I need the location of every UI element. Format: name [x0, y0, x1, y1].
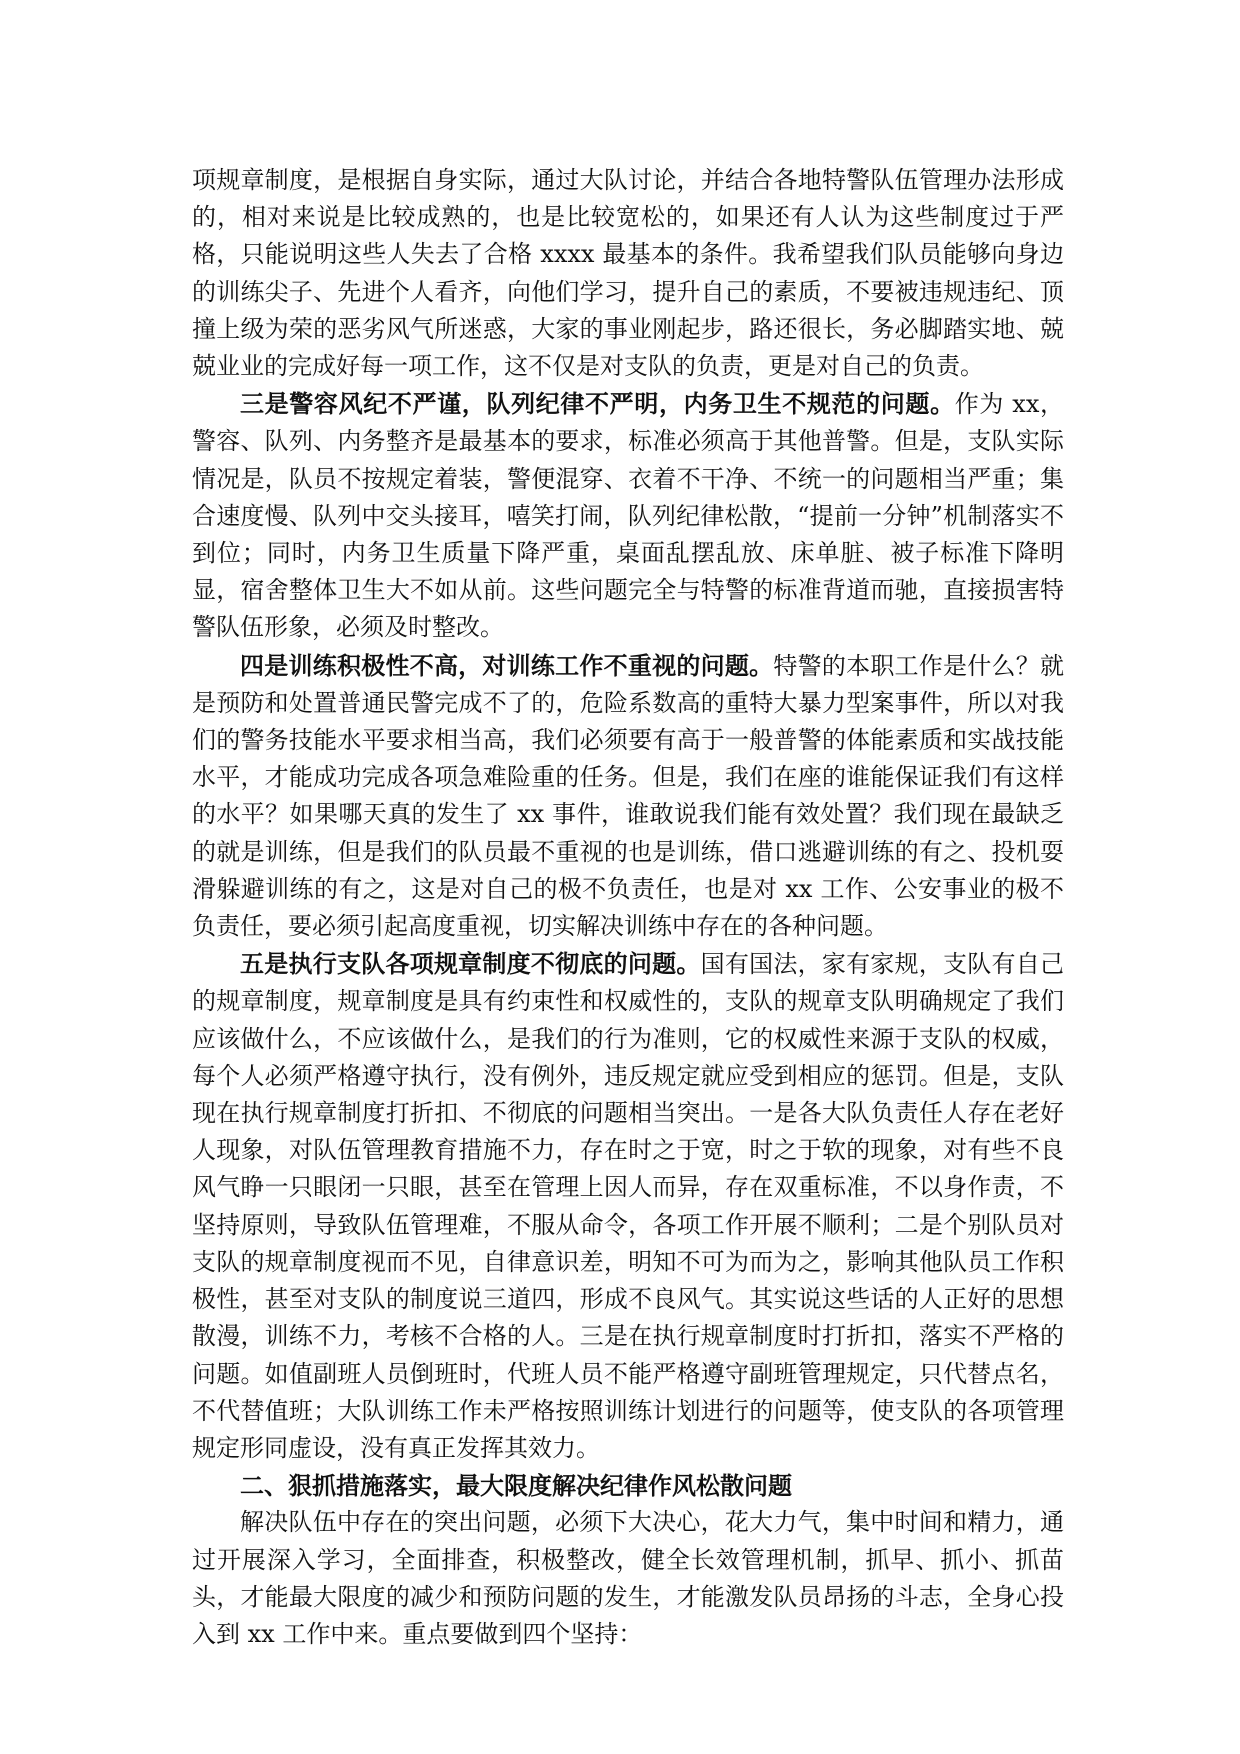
paragraph-text: 国有国法，家有家规，支队有自己的规章制度，规章制度是具有约束性和权威性的，支队的规章支队明确规定了我们应该做什么，不应该做什么，是我们的行为准则，它的权威性来源于支队的权威，每个人必须严格遵守执行，没有例外，违反规定就应受到相应的惩罚。但是，支队现在执行规章制度打折扣、不彻底的问题相当突出。一是各大队负责任人存在老好人现象，对队伍管理教育措施不力，存在时之于宽，时之于软的现象，对有些不良风气睁一只眼闭一只眼，甚至在管理上因人而异，存在双重标准，不以身作责，不坚持原则，导致队伍管理难，不服从命令，各项工作开展不顺利；二是个别队员对支队的规章制度视而不见，自律意识差，明知不可为而为之，影响其他队员工作积极性，甚至对支队的制度说三道四，形成不良风气。其实说这些话的人正好的思想散漫，训练不力，考核不合格的人。三是在执行规章制度时打折扣，落实不严格的问题。如值副班人员倒班时，代班人员不能严格遵守副班管理规定，只代替点名，不代替值班；大队训练工作未严格按照训练计划进行的问题等，使支队的各项管理规定形同虚设，没有真正发挥其效力。	[192, 950, 1065, 1462]
paragraph-lead: 四是训练积极性不高，对训练工作不重视的问题。	[240, 650, 774, 680]
paragraph-text: 项规章制度，是根据自身实际，通过大队讨论，并结合各地特警队伍管理办法形成的，相对来说是比较成熟的，也是比较宽松的，如果还有人认为这些制度过于严格，只能说明这些人失去了合格 xxxx 最基本的条件。我希望我们队员能够向身边的训练尖子、先进个人看齐，向他们学习，提升自己的素质，不要被违规违纪、顶撞上级为荣的恶劣风气所迷惑，大家的事业刚起步，路还很长，务必脚踏实地、兢兢业业的完成好每一项工作，这不仅是对支队的负责，更是对自己的负责。	[192, 166, 1064, 381]
closing-paragraph: 解决队伍中存在的突出问题，必须下大决心，花大力气，集中时间和精力，通过开展深入学习，全面排查，积极整改，健全长效管理机制，抓早、抓小、抓苗头，才能最大限度的减少和预防问题的发生，才能激发队员昂扬的斗志，全身心投入到 xx 工作中来。重点要做到四个坚持：	[192, 1508, 1064, 1648]
paragraph-issue-5	[192, 945, 1064, 1467]
paragraph-text: 特警的本职工作是什么？就是预防和处置普通民警完成不了的，危险系数高的重特大暴力型案事件，所以对我们的警务技能水平要求相当高，我们必须要有高于一般普警的体能素质和实战技能水平，才能成功完成各项急难险重的任务。但是，我们在座的谁能保证我们有这样的水平？如果哪天真的发生了 xx 事件，谁敢说我们能有效处置？我们现在最缺乏的就是训练，但是我们的队员最不重视的也是训练，借口逃避训练的有之、投机耍滑躲避训练的有之，这是对自己的极不负责任，也是对 xx 工作、公安事业的极不负责任，要必须引起高度重视，切实解决训练中存在的各种问题。	[192, 651, 1065, 941]
paragraph-text: 作为 xx，警容、队列、内务整齐是最基本的要求，标准必须高于其他普警。但是，支队实际情况是，队员不按规定着装，警便混穿、衣着不干净、不统一的问题相当严重；集合速度慢、队列中交头接耳，嘻笑打闹，队列纪律松散，“提前一分钟”机制落实不到位；同时，内务卫生质量下降严重，桌面乱摆乱放、床单脏、被子标准下降明显，宿舍整体卫生大不如从前。这些问题完全与特警的标准背道而驰，直接损害特警队伍形象，必须及时整改。	[192, 390, 1064, 642]
paragraph-lead: 五是执行支队各项规章制度不彻底的问题。	[240, 949, 701, 979]
paragraph-issue-4	[192, 647, 1064, 946]
paragraph-lead: 三是警容风纪不严谨，队列纪律不严明，内务卫生不规范的问题。	[240, 389, 955, 419]
section-heading: 二、狠抓措施落实，最大限度解决纪律作风松散问题	[240, 1471, 792, 1501]
paragraph-issue-3	[192, 385, 1064, 646]
paragraph-continued	[192, 162, 1064, 385]
document-page	[192, 162, 1064, 1653]
